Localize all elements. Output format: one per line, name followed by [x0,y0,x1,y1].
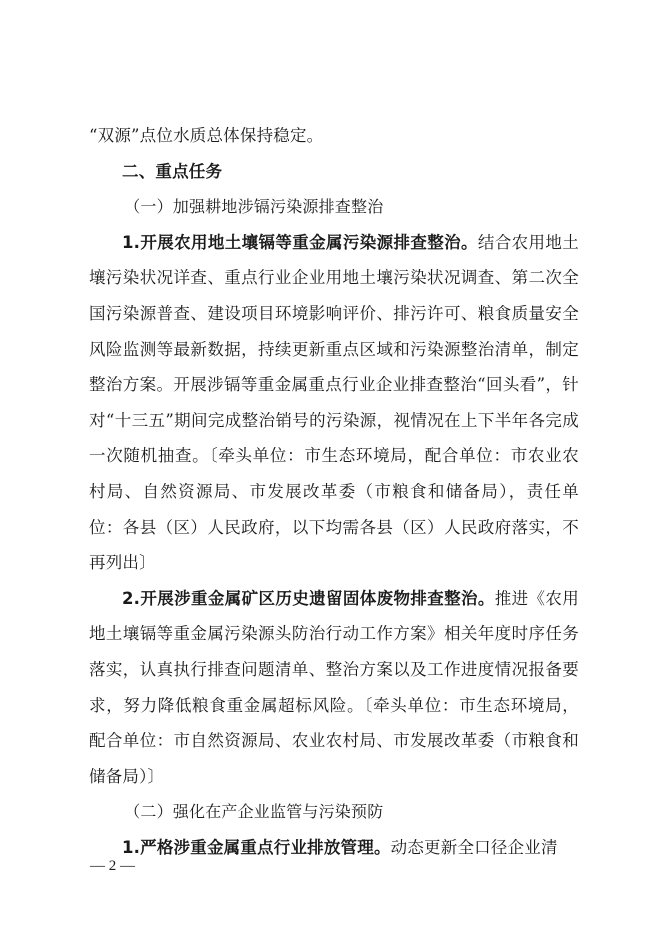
item-1-body: 结合农用地土壤污染状况详查、重点行业企业用地土壤污染状况调查、第二次全国污染源普查、建设项目环境影响评价、排污许可、粮食质量安全风险监测等最新数据，持续更新重点区域和污染源整治清单，制定整治方案。开展涉镉等重金属重点行业企业排查整治“回头看”，针对“十三五”期间完成整治销号的污染源，视情况在上下半年各完成一次随机抽查。〔牵头单位：市生态环境局，配合单位：市农业农村局、自然资源局、市发展改革委（市粮食和储备局），责任单位：各县（区）人民政府，以下均需各县（区）人民政府落实，不再列出〕 [89,232,579,573]
paragraph-item-1 [89,225,579,581]
document-body [89,118,579,865]
item-1-title: 1.开展农用地土壤镉等重金属污染源排查整治。 [122,232,478,252]
paragraph-item-2 [89,581,579,795]
item-2-body: 推进《农用地土壤镉等重金属污染源头防治行动工作方案》相关年度时序任务落实，认真执行排查问题清单、整治方案以及工作进度情况报备要求，努力降低粮食重金属超标风险。〔牵头单位：市生态环境局，配合单位：市自然资源局、农业农村局、市发展改革委（市粮食和储备局）〕 [89,588,579,786]
section-heading-key-tasks: 二、重点任务 [122,161,223,181]
item-2-title: 2.开展涉重金属矿区历史遗留固体废物排查整治。 [122,588,495,608]
item-3-title: 1.严格涉重金属重点行业排放管理。 [122,837,391,857]
page-number: — 2 — [90,858,135,874]
paragraph-item-3 [89,830,579,866]
item-3-body: 动态更新全口径企业清 [390,837,558,857]
subsection-heading-1: （一）加强耕地涉镉污染源排查整治 [124,197,384,217]
paragraph-intro: “双源”点位水质总体保持稳定。 [89,126,324,145]
subsection-heading-2: （二）强化在产企业监管与污染预防 [124,802,384,822]
